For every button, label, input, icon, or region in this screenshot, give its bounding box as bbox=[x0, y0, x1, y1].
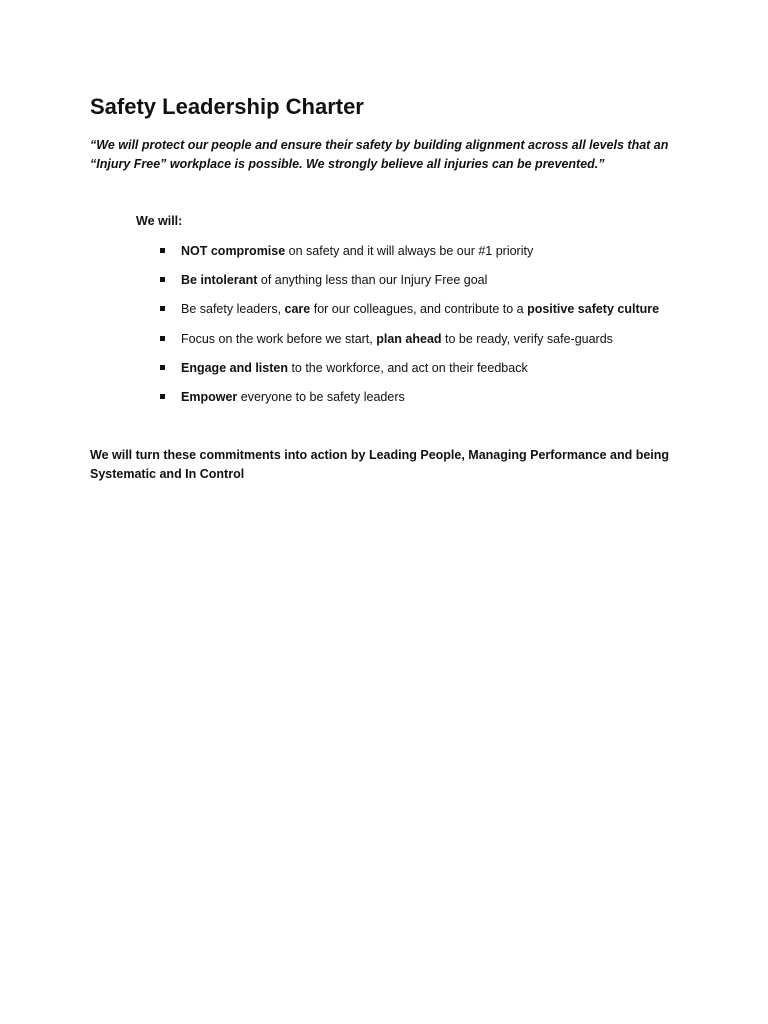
list-item bbox=[160, 301, 720, 330]
quote-line-1: “We will protect our people and ensure their safety by building alignment across all levels that an bbox=[90, 138, 669, 152]
list-item bbox=[160, 272, 720, 301]
commitment-text: Focus on the work before we start, bbox=[181, 331, 377, 346]
list-item bbox=[160, 243, 720, 272]
closing-line-1: We will turn these commitments into action by Leading People, Managing Performance and being bbox=[90, 448, 670, 462]
commitment-emphasis: care bbox=[284, 302, 311, 317]
list-item bbox=[160, 360, 720, 389]
commitment-emphasis: Empower bbox=[181, 389, 238, 404]
list-item bbox=[160, 389, 720, 418]
commitment-text: to the workforce, and act on their feedback bbox=[287, 360, 528, 375]
commitment-emphasis: positive safety culture bbox=[527, 302, 660, 317]
commitment-text: on safety and it will always be our #1 priority bbox=[285, 244, 534, 258]
square-bullet-icon bbox=[160, 306, 165, 311]
closing-line-2: Systematic and In Control bbox=[90, 467, 245, 481]
document-title: Safety Leadership Charter bbox=[90, 94, 364, 119]
square-bullet-icon bbox=[160, 277, 165, 282]
square-bullet-icon bbox=[160, 248, 165, 253]
commitment-text: Be safety leaders, bbox=[181, 302, 285, 317]
commitment-text: to be ready, verify safe-guards bbox=[441, 331, 613, 346]
list-item bbox=[160, 331, 720, 360]
commitments-list bbox=[160, 243, 720, 418]
commitment-text: for our colleagues, and contribute to a bbox=[310, 302, 528, 317]
square-bullet-icon bbox=[160, 394, 165, 399]
commitment-text: everyone to be safety leaders bbox=[237, 389, 405, 404]
quote-line-2: “Injury Free” workplace is possible. We strongly believe all injuries can be prevented.” bbox=[90, 157, 605, 171]
commitment-emphasis: plan ahead bbox=[376, 331, 442, 346]
closing-statement bbox=[90, 446, 690, 484]
square-bullet-icon bbox=[160, 365, 165, 370]
commitment-emphasis: Engage and listen bbox=[181, 360, 288, 375]
charter-quote bbox=[90, 136, 690, 174]
commitment-text: of anything less than our Injury Free goal bbox=[257, 273, 488, 288]
commitment-emphasis: Be intolerant bbox=[181, 273, 258, 288]
commitments-intro: We will: bbox=[136, 214, 183, 228]
square-bullet-icon bbox=[160, 336, 165, 341]
commitment-emphasis: NOT compromise bbox=[181, 244, 286, 258]
